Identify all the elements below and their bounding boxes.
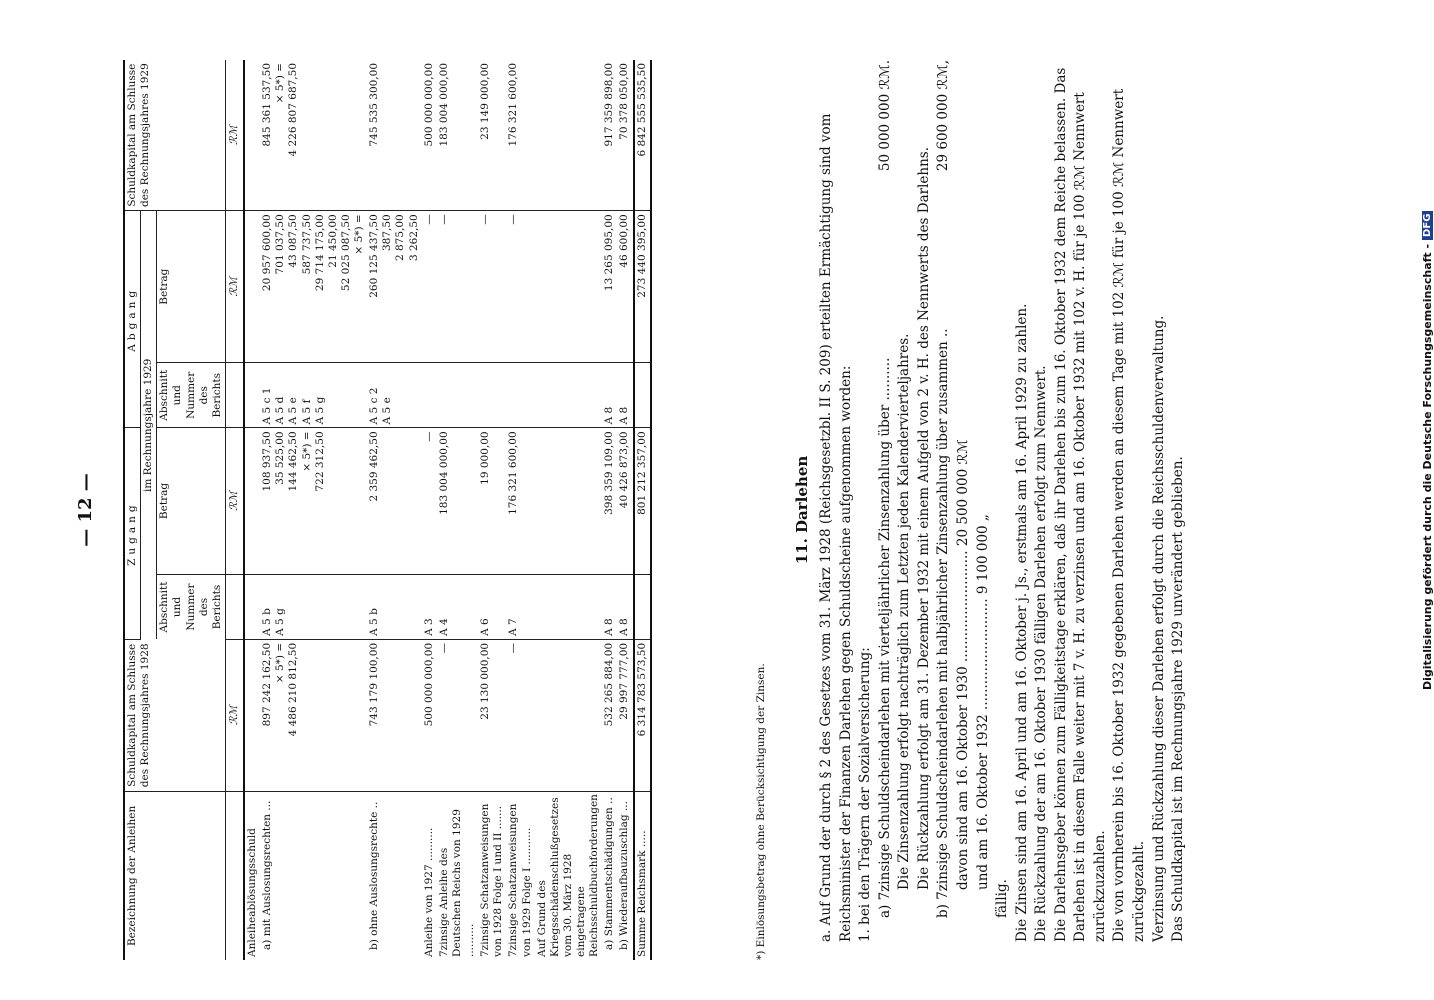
cell-line: A 8 [603,406,616,425]
table-cell-out-section [602,363,617,428]
cell-line: A 5 c 1 [261,387,274,425]
cell-line: — [507,642,520,654]
table-cell-out-section [260,363,367,428]
row-label: 7zinsige Schatzanweisungen von 1929 Folge I ........... [507,803,533,957]
cell-line: — [437,642,450,654]
row-label: a) Stammentschädigungen .. [603,797,616,950]
table-cell-in-section [617,574,633,639]
paragraph: Die Darlehnsgeber können zum Fälligkeitstage erklären, daß ihr Darlehen bis zum 16. Oktober 1932 dem Reiche belassen. Das Darlehen ist in diesem Falle weiter mit 7 v. H. zu verzinsen und am 16. Oktober 1932 mit 102 v. H. für je 100 ℛℳ Nennwert zurückzuzahlen. [1052,67,1108,942]
cell-line: 500 000 000,00 [422,642,435,727]
item-1: 1. bei den Trägern der Sozialversicherung: [857,647,874,942]
item-b [934,60,954,960]
table-cell-in-amount [367,428,422,574]
unit-cell: ℛℳ [225,639,244,791]
table-cell-out-amount [535,211,603,363]
table-cell-out-amount [506,211,534,363]
cell-line: 19 000,00 [479,431,492,485]
unit-cell: ℛℳ [225,60,244,211]
table-cell-name [535,791,603,960]
unit-cell: ℛℳ [225,211,244,363]
table-cell-name [244,791,260,960]
cell-line: 20 957 600,00 [261,214,274,292]
header-out-amount: Betrag [157,211,226,363]
table-cell-in-section [422,574,437,639]
cell-line: — [422,214,435,225]
table-cell-prev [367,639,422,791]
cell-line: 176 321 600,00 [507,63,520,147]
table-cell-out-amount [634,211,651,363]
table-cell-name [478,791,506,960]
table-cell-prev [634,639,651,791]
header-in-section: Abschnitt und Nummer des Berichts [157,574,226,639]
dfg-credit-sidebar [1418,0,1434,1000]
header-in-amount: Betrag [157,428,226,574]
table-cell-in-section [535,574,603,639]
header-out-section: Abschnitt und Nummer des Berichts [157,363,226,428]
cell-line: 176 321 600,00 [507,431,520,515]
cell-line: 144 462,50 [287,431,300,492]
table-cell-prev [437,639,478,791]
table-cell-in-section [602,574,617,639]
table-cell-in-amount [535,428,603,574]
item-a-line3: Die Rückzahlung erfolgt am 31. Dezember 1932 mit einem Aufgeld von 2 v. H. des Nennwerts des Darlehns. [915,146,932,890]
table-cell-end [506,60,534,211]
row-label: b) Wiederaufbauzuschlag ... [618,801,631,950]
table-cell-out-amount [437,211,478,363]
table-cell-end [437,60,478,211]
table-cell-in-amount [634,428,651,574]
paragraph: Die Zinsen sind am 16. April und am 16. Oktober j. Js., erstmals am 16. April 1929 zu zahlen. [1013,303,1030,942]
table-cell-in-amount [617,428,633,574]
table-cell-out-section [437,363,478,428]
table-row [602,60,617,960]
item-a-line2: Die Zinsenzahlung erfolgt nachträglich zum Letzten jeden Kalendervierteljahres. [896,333,913,890]
table-cell-out-section [617,363,633,428]
table-cell-in-section [478,574,506,639]
cell-line: 29 997 777,00 [618,642,631,720]
cell-line: 52 025 087,50 [339,214,352,292]
item-a-amount: 50 000 000 ℛℳ. [876,60,893,172]
cell-line: — [437,214,450,225]
paragraph: Die von vornherein bis 16. Oktober 1932 gegebenen Darlehen werden an diesem Tage mit 102 ℛℳ für je 100 ℛℳ Nennwert zurückgezahlt. [1111,88,1147,942]
table-cell-name [260,791,367,960]
table-cell-out-section [244,363,260,428]
table-cell-in-amount [478,428,506,574]
table-cell-end [617,60,633,211]
table-cell-in-amount [506,428,534,574]
cell-line: 70 378 050,00 [618,63,631,140]
dfg-logo: DFG [1422,211,1433,240]
table-cell-in-amount [422,428,437,574]
debt-table [123,60,652,960]
cell-line: 43 087,50 [287,214,300,268]
table-cell-out-amount [617,211,633,363]
table-row [478,60,506,960]
cell-line: × 5*) = [274,63,287,104]
table-row [260,60,367,960]
cell-line: 801 212 357,00 [635,431,648,515]
table-row [422,60,437,960]
unit-cell [225,363,244,428]
cell-line: A 8 [603,618,616,636]
header-end-capital: Schuldkapital am Schlusse des Rechnungsjahres 1929 [124,60,225,211]
table-cell-name [634,791,651,960]
table-cell-in-amount [260,428,367,574]
table-cell-prev [244,639,260,791]
cell-line: 46 600,00 [618,214,631,268]
cell-line: 387,50 [381,214,394,251]
dfg-credit [1418,10,1434,690]
row-label: 7zinsige Anleihe des Deutschen Reichs von 1929 .......... [437,809,476,957]
table-cell-prev [260,639,367,791]
table-cell-out-amount [367,211,422,363]
cell-line: 183 004 000,00 [437,63,450,147]
section-text [817,60,1189,960]
table-cell-name [437,791,478,960]
table-cell-in-section [437,574,478,639]
header-prev-capital: Schuldkapital am Schlusse des Rechnungsjahres 1928 [124,639,225,791]
cell-line: A 5 e [381,397,394,425]
cell-line: 500 000 000,00 [422,63,435,147]
table-row [367,60,422,960]
table-cell-prev [535,639,603,791]
cell-line: × 5*) = [300,431,313,472]
table-cell-out-amount [244,211,260,363]
item-b-line3-label: und am 16. Oktober 1932 .......................... [974,598,991,890]
table-cell-name [367,791,422,960]
unit-cell [225,791,244,960]
paragraph: Verzinsung und Rückzahlung dieser Darlehen erfolgt durch die Reichsschuldenverwaltung. [1150,315,1167,942]
table-cell-out-section [634,363,651,428]
table-row [617,60,633,960]
cell-line: 35 525,00 [274,431,287,485]
table-cell-end [478,60,506,211]
table-cell-prev [602,639,617,791]
table-cell-in-amount [602,428,617,574]
table-cell-prev [478,639,506,791]
table-cell-end [535,60,603,211]
row-label: Anleihe von 1927 .......... [422,827,435,957]
cell-line: 108 937,50 [261,431,274,492]
cell-line: A 5 e [287,397,300,425]
table-cell-in-amount [244,428,260,574]
cell-line: 398 359 109,00 [603,431,616,515]
cell-line: 13 265 095,00 [603,214,616,292]
table-cell-out-amount [422,211,437,363]
cell-line: A 5 g [313,396,326,425]
item-a-text: a) 7zinsige Schuldscheindarlehen mit vierteljährlicher Zinsenzahlung über .......... [876,357,893,918]
row-label: Auf Grund des Kriegsschädenschlußgesetzes vom 30. März 1928 eingetragene Reichsschuldbuchforderungen [535,794,601,957]
paragraph: Die Rückzahlung der am 16. Oktober 1930 fälligen Darlehen erfolgt zum Nennwert. [1033,365,1050,942]
header-name: Bezeichnung der Anleihen [124,791,225,960]
cell-line: 2 359 462,50 [368,431,381,502]
cell-line: — [422,431,435,442]
unit-row [225,60,244,960]
cell-line: 845 361 537,50 [261,63,274,147]
cell-line: 6 842 555 535,50 [635,63,648,157]
intro-paragraph: a. Auf Grund der durch § 2 des Gesetzes vom 31. März 1928 (Reichsgesetzbl. II S. 209) erteilten Ermächtigung sind vom Reichsminister der Finanzen Darlehen gegen Schuldscheine aufgenommen worden: [818,113,854,942]
cell-line: 532 265 884,00 [603,642,616,727]
cell-line: 4 486 210 812,50 [287,642,300,737]
table-cell-out-amount [478,211,506,363]
cell-line: 23 130 000,00 [479,642,492,720]
table-cell-out-section [367,363,422,428]
cell-line: 21 450,00 [326,214,339,268]
table-cell-in-amount [437,428,478,574]
cell-line: 743 179 100,00 [368,642,381,727]
cell-line: A 5 b [368,608,381,636]
cell-line: 701 037,50 [274,214,287,275]
table-row [506,60,534,960]
header-zugang: Zugang [124,428,141,640]
cell-line: 4 226 807 687,50 [287,63,300,157]
cell-line: 587 737,50 [300,214,313,275]
row-label: b) ohne Auslosungsrechte .. [368,801,381,950]
item-b-line2-label: davon sind am 16. Oktober 1930 .......................... [954,550,971,890]
cell-line: — [507,214,520,225]
item-b-line2 [954,60,974,960]
cell-line: A 4 [437,618,450,636]
table-cell-out-amount [602,211,617,363]
table-cell-prev [617,639,633,791]
cell-line: 40 426 873,00 [618,431,631,509]
page-number: — 12 — [75,473,96,547]
rotated-content [65,60,1375,960]
cell-line: A 6 [479,618,492,636]
cell-line: 2 875,00 [394,214,407,262]
cell-line: 897 242 162,50 [261,642,274,727]
cell-line: × 5*) = [353,214,365,255]
item-b-line4: fällig. [994,879,1011,918]
table-cell-name [617,791,633,960]
table-cell-end [260,60,367,211]
item-b-text: b) 7zinsige Schuldscheindarlehen mit halbjährlicher Zinsenzahlung über zusammen .. [935,328,952,918]
cell-line: 183 004 000,00 [437,431,450,515]
header-year: im Rechnungsjahre 1929 [141,211,157,640]
table-cell-in-section [244,574,260,639]
cell-line: 3 262,50 [407,214,420,262]
table-cell-out-section [506,363,534,428]
table-row [244,60,260,960]
sum-row [634,60,651,960]
table-cell-out-amount [260,211,367,363]
dfg-credit-text: Digitalisierung gefördert durch die Deutsche Forschungsgemeinschaft - [1420,243,1434,690]
cell-line: 745 535 300,00 [368,63,381,147]
cell-line: A 5 f [300,399,313,425]
item-b-line2-amount: 20 500 000 ℛℳ [954,439,971,547]
cell-line: 273 440 395,00 [635,214,648,298]
paragraph: Das Schuldkapital ist im Rechnungsjahre 1929 unverändert geblieben. [1170,456,1187,942]
row-label: Summe Reichsmark ..... [635,830,648,957]
row-label: a) mit Auslosungsrechten ... [261,800,274,950]
table-body [225,60,650,960]
table-row [535,60,603,960]
table-cell-in-section [367,574,422,639]
unit-cell: ℛℳ [225,428,244,574]
cell-line: — [479,214,492,225]
cell-line: 917 359 898,00 [603,63,616,147]
cell-line: 23 149 000,00 [479,63,492,140]
item-b-amount: 29 600 000 ℛℳ, [935,60,952,172]
table-cell-out-section [422,363,437,428]
table-cell-end [244,60,260,211]
table-cell-name [506,791,534,960]
table-cell-end [422,60,437,211]
item-b-line3-amount: 9 100 000 „ [974,514,991,595]
table-cell-out-section [535,363,603,428]
cell-line: A 5 d [274,396,287,425]
table-cell-in-section [506,574,534,639]
cell-line: 6 314 783 573,50 [635,642,648,737]
table-cell-end [634,60,651,211]
table-cell-end [367,60,422,211]
table-row [437,60,478,960]
cell-line: A 3 [422,618,435,636]
table-cell-name [602,791,617,960]
table-cell-name [422,791,437,960]
table-cell-out-section [478,363,506,428]
item-b-line3 [974,60,994,960]
cell-line: × 5*) = [274,642,287,684]
table-cell-in-section [260,574,367,639]
footnote: *) Einlösungsbetrag ohne Berücksichtigung der Zinsen. [755,663,767,960]
cell-line: A 8 [618,406,631,425]
item-a [876,60,896,960]
row-label: 7zinsige Schatzanweisungen von 1928 Folge I und II ....... [479,803,505,957]
cell-line: A 5 g [274,608,287,636]
cell-line: A 5 b [261,608,274,636]
cell-line: A 5 c 2 [368,387,381,425]
table-cell-prev [506,639,534,791]
table-cell-in-section [634,574,651,639]
unit-cell [225,574,244,639]
section-title: 11. Darlehen [793,455,811,565]
table-cell-end [602,60,617,211]
cell-line: A 7 [507,618,520,636]
cell-line: 722 312,50 [313,431,326,492]
table-cell-prev [422,639,437,791]
cell-line: A 8 [618,618,631,636]
cell-line: 29 714 175,00 [313,214,326,292]
cell-line: 260 125 437,50 [368,214,381,298]
row-label: Anleiheablösungsschuld [246,828,258,957]
header-abgang: Abgang [124,211,141,428]
